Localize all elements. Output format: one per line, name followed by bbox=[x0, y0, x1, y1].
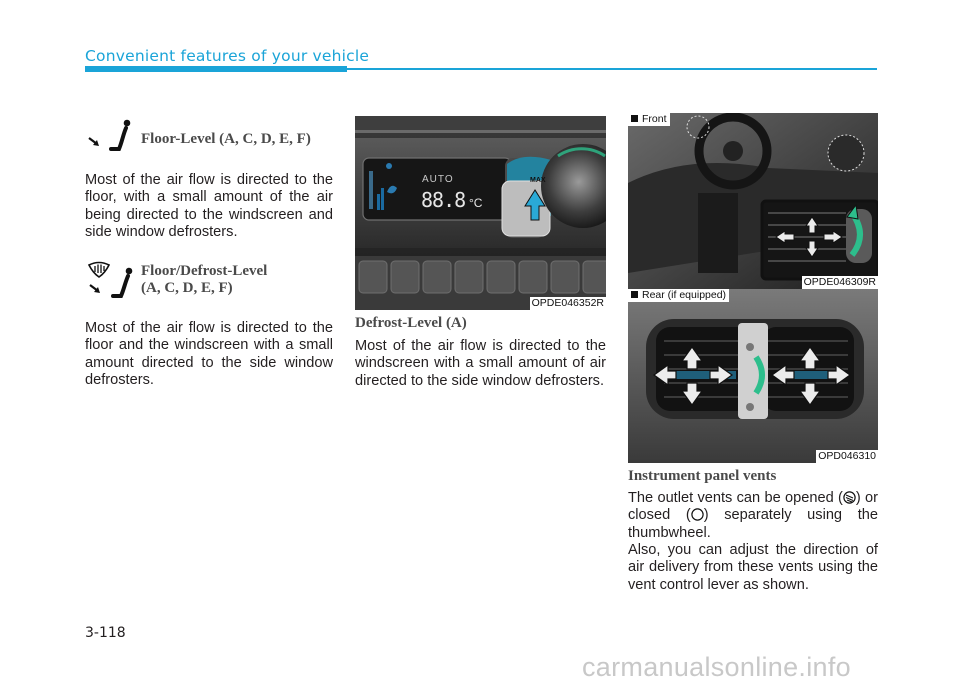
square-bullet-icon bbox=[631, 291, 638, 298]
floor-defrost-icon bbox=[86, 259, 136, 303]
section-header-title: Convenient features of your vehicle bbox=[85, 47, 370, 65]
front-label-text: Front bbox=[642, 113, 667, 125]
rear-vents-photo bbox=[628, 289, 878, 463]
defrost-level-title: Defrost-Level (A) bbox=[355, 315, 467, 331]
vent-open-icon bbox=[843, 491, 856, 504]
floor-defrost-text: Most of the air flow is directed to the floor and the windscreen with a small amount directed to the side window defrosters. bbox=[85, 320, 333, 389]
vents-text1-b: ) or closed ( bbox=[628, 490, 878, 524]
rear-image-label bbox=[628, 289, 729, 302]
rear-label-text: Rear (if equipped) bbox=[642, 289, 727, 301]
display-unit-text: °C bbox=[469, 196, 483, 210]
vents-text1-c: ) separately using the thumbwheel. bbox=[628, 507, 878, 541]
display-temp-text: 88.8 bbox=[421, 188, 466, 212]
square-bullet-icon bbox=[631, 115, 638, 122]
floor-level-title: Floor-Level (A, C, D, E, F) bbox=[141, 131, 311, 147]
floor-vent-icon bbox=[86, 118, 134, 156]
defrost-level-text: Most of the air flow is directed to the windscreen with a small amount of air directed to the side window defrosters. bbox=[355, 338, 606, 389]
front-vents-photo bbox=[628, 113, 878, 289]
watermark-text: carmanualsonline.info bbox=[582, 652, 851, 682]
max-defrost-button: MAX bbox=[530, 177, 546, 184]
image-caption-rear: OPD046310 bbox=[818, 450, 876, 462]
floor-defrost-title-line2: (A, C, D, E, F) bbox=[141, 280, 233, 296]
floor-level-text: Most of the air flow is directed to the floor, with a small amount of the air being directed to the windscreen and side window defrosters. bbox=[85, 172, 333, 241]
climate-control-photo bbox=[355, 116, 606, 310]
header-accent-bar bbox=[85, 66, 347, 72]
image-caption-climate: OPDE046352R bbox=[531, 297, 604, 309]
vents-text1-a: The outlet vents can be opened ( bbox=[628, 490, 843, 506]
image-caption-front: OPDE046309R bbox=[803, 276, 876, 288]
instrument-vents-title: Instrument panel vents bbox=[628, 468, 777, 484]
front-image-label bbox=[628, 113, 670, 126]
floor-defrost-title-line1: Floor/Defrost-Level bbox=[141, 263, 268, 279]
header-rule bbox=[347, 68, 877, 70]
instrument-vents-text2: Also, you can adjust the direction of air delivery from these vents using the vent control lever as shown. bbox=[628, 542, 878, 593]
instrument-vents-text1 bbox=[628, 490, 878, 542]
page-number: 3-118 bbox=[85, 625, 126, 641]
vent-closed-icon bbox=[691, 508, 704, 521]
display-mode-text: AUTO bbox=[422, 174, 454, 185]
